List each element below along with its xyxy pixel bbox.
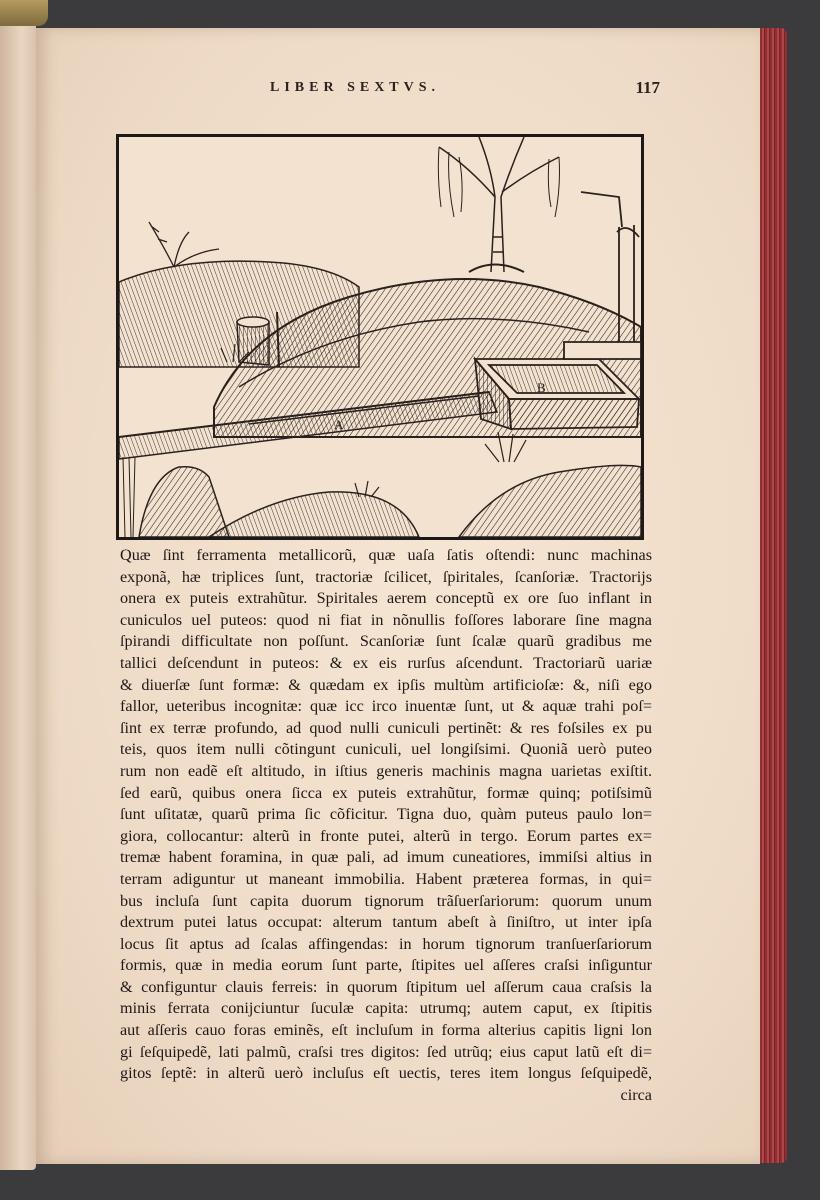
text-line: teis, quos item nulli cõtingunt cuniculi, uel longiſsimi. Quoniã uerò puteo [120,740,652,759]
text-line: gi ſeſquipedẽ, lati palmũ, craſsi tres digitos: ſed utrũq; eius caput latũ eſt di= [120,1042,652,1061]
left-page-edge [0,20,36,1170]
label-a: A [334,417,344,432]
page-header [270,78,690,108]
text-line: ſunt uſitatæ, quarũ prima ſic cõficitur. Tigna duo, quàm puteus paulo lon= [120,805,652,824]
woodcut-drawing [119,137,641,537]
text-line: tallici deſcendunt in puteos: & ex eis rurſus aſcendunt. Tractoriarũ uariæ [120,653,652,672]
running-head: LIBER SEXTVS. [270,80,441,95]
text-line: circa [620,1085,652,1104]
text-line: locus ſit aptus ad ſcalas affingendas: in horum tignorum tranſuerſariorum [120,934,652,953]
text-line: onera ex puteis extrahũtur. Spiritales aerem conceptũ ex ore ſuo inflant in [120,589,652,608]
text-line: tremæ habent foramina, in quæ pali, ad imum cuneatiores, immiſsi altius in [120,848,652,867]
text-line: terram adiguntur ut maneant immobilia. Habent præterea formas, in qui= [120,869,652,888]
text-line: rum non eadẽ eſt altitudo, in iſtius generis machinis magna uarietas exiſtit. [120,761,652,780]
text-line: ſpirandi difficultate non poſſunt. Scanſoriæ ſunt ſcalæ quarũ gradibus me [120,632,652,651]
page-number: 117 [635,78,660,97]
text-line: Quæ ſint ferramenta metallicorũ, quæ uaſa ſatis oſtendi: nunc machinas [120,546,652,564]
text-line: bus incluſa ſunt capita duorum tignorum trãſuerſariorum: quorum unum [120,891,652,910]
text-line: giora, collocantur: alterũ in fronte putei, alterũ in tergo. Eorum partes ex= [120,826,652,845]
text-line: dextrum putei latus occupat: alterum tantum abeſt à ſiniſtro, ut inter ipſa [120,913,652,932]
text-line: exponã, hæ triplices ſunt, tractoriæ ſcilicet, ſpiritales, ſcanſoriæ. Tractorijs [120,567,652,586]
text-line: & diuerſæ ſunt formæ: & quædam ex ipſis multùm artificioſæ: &, niſi ego [120,675,652,694]
label-b: B [537,380,546,395]
text-line: gitos ſeptẽ: in alterũ uerò incluſus eſt uectis, teres item longus ſeſquipedẽ, [120,1064,652,1083]
text-line: minis ferrata conijciuntur ſuculæ capita: utrumq; autem caput, ex ſtipitis [120,999,652,1018]
text-line: formis, quæ in media eorum ſunt parte, ſtipites uel aſſeres craſsi inſiguntur [120,956,652,975]
text-line: ſint ex terræ profundo, ad quod nulli cuniculi pertinẽt: & res foſsiles ex pu [120,718,652,737]
text-line: fallor, ueteribus incognitæ: quæ icc irco inuentæ ſunt, ut & aquæ trahi poſ= [120,697,652,716]
text-line: cuniculos uel puteos: quod ni fiat in nõnullis foſſores laborare ſine magna [120,610,652,629]
text-line: & configuntur clauis ferreis: in quorum ſtipitum uel aſſerum caua craſsis la [120,977,652,996]
page-clip [0,0,48,26]
text-line: ſed earũ, quibus onera ſicca ex puteis extrahũtur, formæ quinq; potiſsimũ [120,783,652,802]
woodcut-illustration [116,134,644,540]
text-line: aut aſſeris cauo foras eminẽs, eſt incluſum in forma alterius capitis ligni lon [120,1021,652,1040]
body-text [120,545,652,1106]
